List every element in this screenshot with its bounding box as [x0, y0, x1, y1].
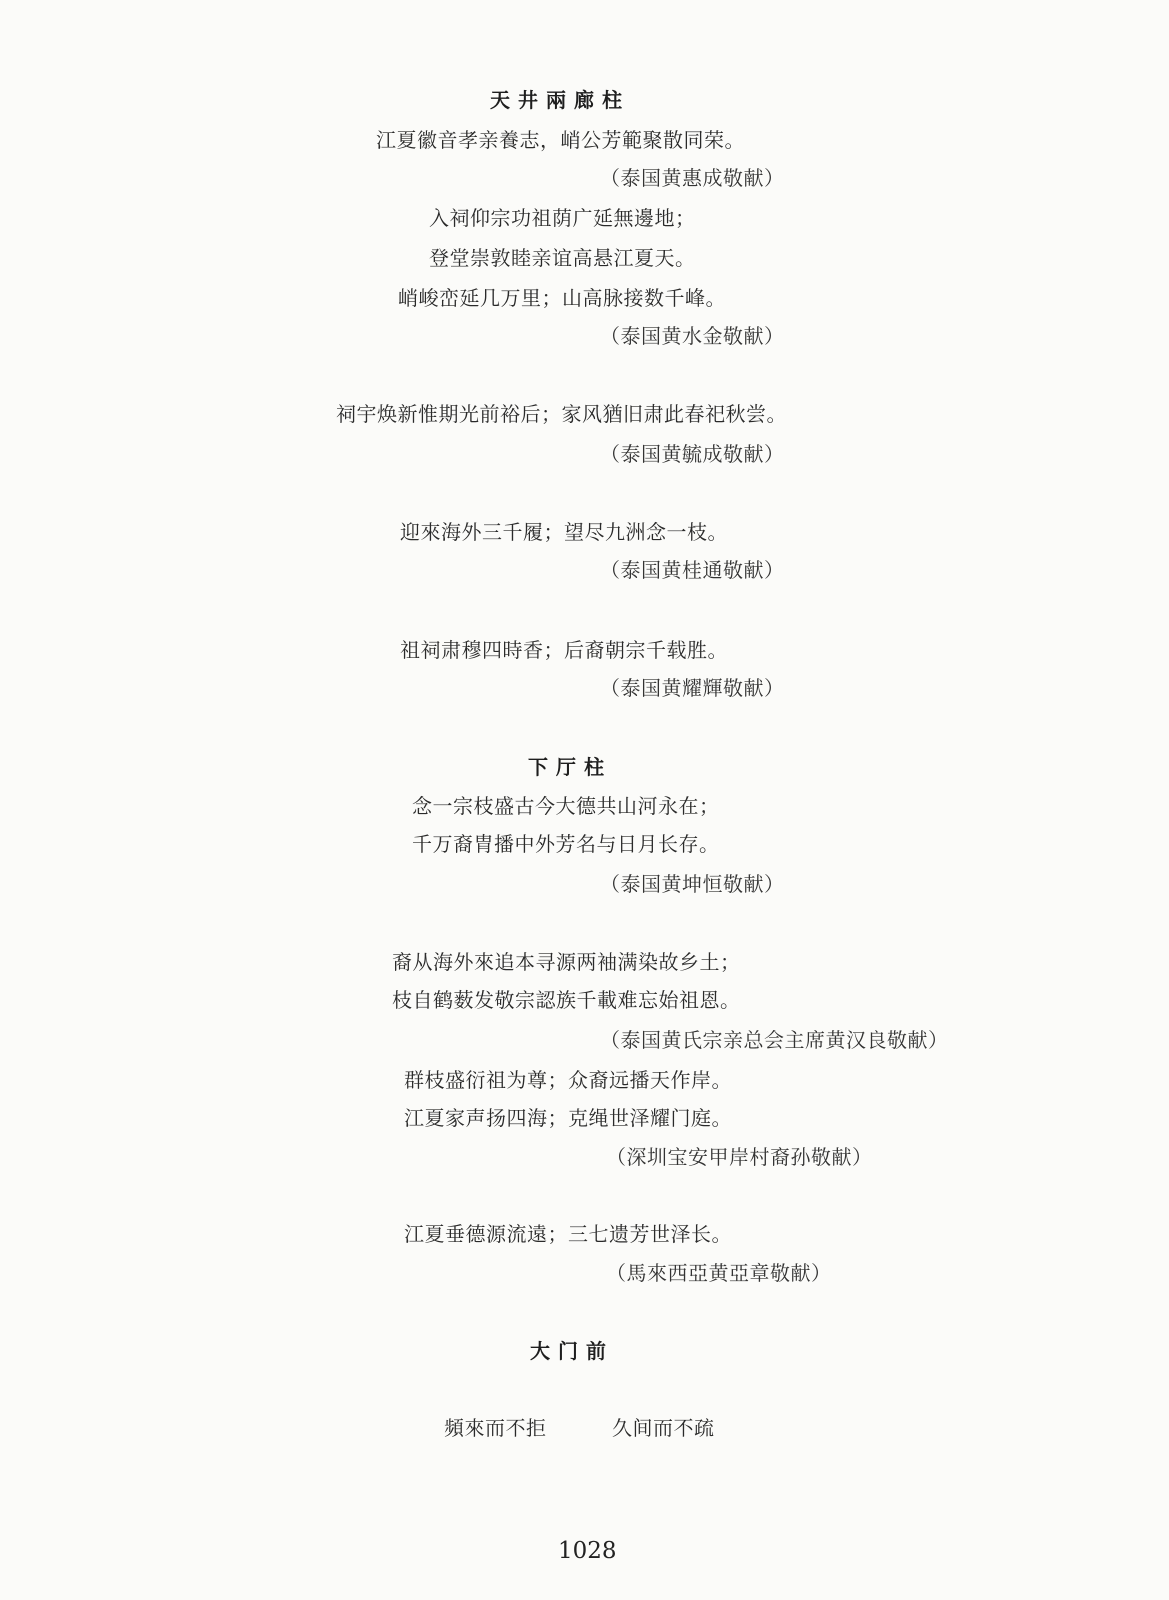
donor-credit: （泰国黄毓成敬献）	[600, 442, 785, 466]
donor-credit: （馬來西亞黄亞章敬献）	[606, 1261, 832, 1285]
couplet-line: 江夏家声扬四海；克绳世泽耀门庭。	[404, 1106, 732, 1130]
gate-couplet-right: 久间而不疏	[612, 1416, 715, 1440]
couplet-line: 祖祠肃穆四時香；后裔朝宗千载胜。	[400, 638, 728, 662]
couplet-line: 江夏徽音孝亲養志，峭公芳範聚散同荣。	[376, 128, 745, 152]
couplet-line: 枝自鹤薮发敬宗認族千載难忘始祖恩。	[392, 988, 741, 1012]
donor-credit: （泰国黄惠成敬献）	[600, 166, 785, 190]
section-title-lower-hall: 下厅柱	[528, 755, 612, 779]
couplet-line: 念一宗枝盛古今大德共山河永在；	[412, 794, 720, 818]
couplet-line: 入祠仰宗功祖荫广延無邊地；	[429, 206, 696, 230]
section-title-courtyard: 天井兩廊柱	[490, 88, 630, 112]
couplet-line: 江夏垂德源流遠；三七遗芳世泽长。	[404, 1222, 732, 1246]
donor-credit: （泰国黄耀輝敬献）	[600, 676, 785, 700]
donor-credit: （泰国黄桂通敬献）	[600, 558, 785, 582]
page-number: 1028	[558, 1538, 617, 1564]
couplet-line: 峭峻峦延几万里；山高脉接数千峰。	[398, 286, 726, 310]
donor-credit: （泰国黄水金敬献）	[600, 324, 785, 348]
couplet-line: 祠宇焕新惟期光前裕后；家风猶旧肃此春祀秋尝。	[336, 402, 787, 426]
section-title-main-gate: 大门前	[530, 1339, 614, 1363]
couplet-line: 登堂崇敦睦亲谊高悬江夏天。	[429, 246, 696, 270]
donor-credit: （深圳宝安甲岸村裔孙敬献）	[606, 1145, 873, 1169]
couplet-line: 群枝盛衍祖为尊；众裔远播天作岸。	[404, 1068, 732, 1092]
couplet-line: 千万裔胄播中外芳名与日月长存。	[412, 832, 720, 856]
couplet-line: 裔从海外來追本寻源两袖满染故乡土；	[392, 950, 741, 974]
donor-credit: （泰国黄坤恒敬献）	[600, 872, 785, 896]
donor-credit: （泰国黄氏宗亲总会主席黄汉良敬献）	[600, 1028, 949, 1052]
couplet-line: 迎來海外三千履；望尽九洲念一枝。	[400, 520, 728, 544]
gate-couplet-left: 頻來而不拒	[444, 1416, 547, 1440]
